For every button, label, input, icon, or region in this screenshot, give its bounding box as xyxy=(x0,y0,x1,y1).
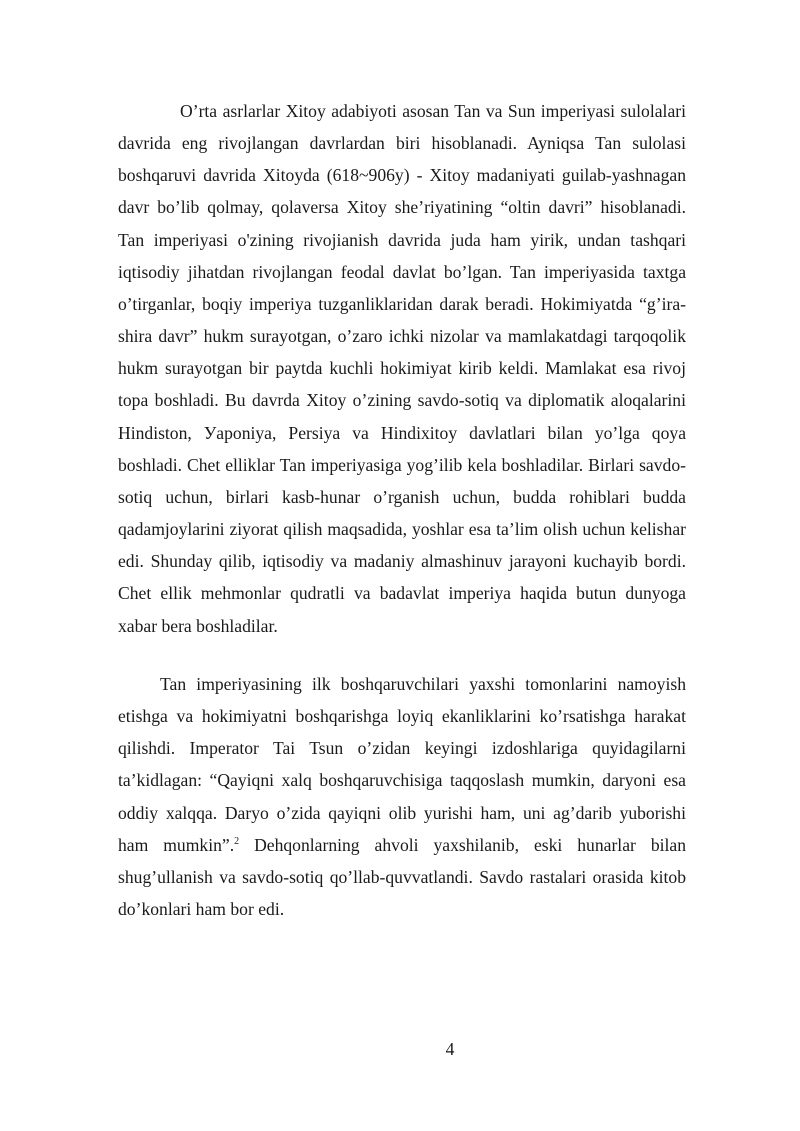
paragraph-2-text-before-footnote: Tan imperiyasining ilk boshqaruvchilari yaxshi tomonlarini namoyish etishga va hokimiyatni boshqarishga loyiq ekanliklarini ko’rsatishga harakat qilishdi. Imperator Tai Tsun o’zidan keyingi izdoshlariga quyidagilarni ta’kidlagan: “Qayiqni xalq boshqaruvchisiga taqqoslash mumkin, daryoni esa oddiy xalqqa. Daryo o’zida qayiqni olib yurishi ham, uni ag’darib yuborishi ham mumkin”. xyxy=(118,674,686,855)
body-paragraph-1: O’rta asrlarlar Xitoy adabiyoti asosan Tan va Sun imperiyasi sulolalari davrida eng rivojlangan davrlardan biri hisoblanadi. Ayniqsa Tan sulolasi boshqaruvi davrida Xitoyda (618~906y) - Xitoy madaniyati guilab-yashnagan davr bo’lib qolmay, qolaversa Xitoy she’riyatining “oltin davri” hisoblanadi. Tan imperiyasi o'zining rivojianish davrida juda ham yirik, undan tashqari iqtisodiy jihatdan rivojlangan feodal davlat bo’lgan. Tan imperiyasida taxtga o’tirganlar, boqiy imperiya tuzganliklaridan darak beradi. Hokimiyatda “g’ira-shira davr” hukm surayotgan, o’zaro ichki nizolar va mamlakatdagi tarqoqolik hukm surayotgan bir paytda kuchli hokimiyat kirib keldi. Mamlakat esa rivoj topa boshladi. Bu davrda Xitoy o’zining savdo-sotiq va diplomatik aloqalarini Hindiston, Уaponiya, Persiya va Hindixitoy davlatlari bilan yo’lga qoya boshladi. Chet elliklar Tan imperiyasiga yog’ilib kela boshladilar. Birlari savdo-sotiq uchun, birlari kasb-hunar o’rganish uchun, budda rohiblari budda qadamjoylarini ziyorat qilish maqsadida, yoshlar esa ta’lim olish uchun kelishar edi. Shunday qilib, iqtisodiy va madaniy almashinuv jarayoni kuchayib bordi. Chet ellik mehmonlar qudratli va badavlat imperiya haqida butun dunyoga xabar bera boshladilar. xyxy=(118,101,686,636)
paragraph-2-text-after-footnote: Dehqonlarning ahvoli yaxshilanib, eski hunarlar bilan shug’ullanish va savdo-sotiq qo’llab-quvvatlandi. Savdo rastalari orasida kitob do’konlari ham bor edi. xyxy=(118,834,686,920)
body-paragraph-2 xyxy=(118,668,686,925)
page-number: 4 xyxy=(445,1039,455,1059)
footnote-reference[interactable]: 2 xyxy=(234,835,240,847)
